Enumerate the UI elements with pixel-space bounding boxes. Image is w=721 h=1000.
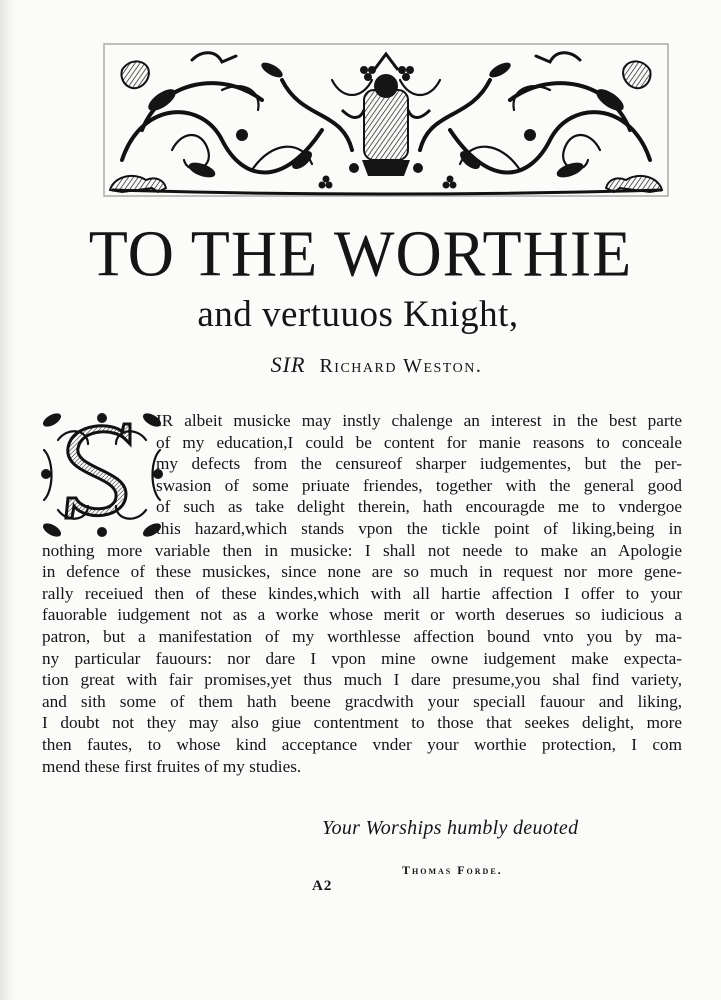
letter-line: fauorable iudgement not as a worke whose merit or worth deserues so iudicious a: [42, 605, 682, 625]
letter-line: patron, but a manifestation of my worthlesse affection bound vnto you by ma-: [42, 626, 682, 646]
letter-line: and sith some of them hath beene gracdwith your speciall fauour and liking,: [42, 691, 682, 711]
dedicatee-line: [0, 352, 721, 378]
letter-line: my defects from the censureof sharper iudgementes, but the per-: [156, 454, 682, 474]
letter-line: tion great with fair promises,yet thus much I dare presume,you shal find variety,: [42, 670, 682, 690]
letter-line: of such as take delight therein, hath encouragde me to vndergoe: [156, 497, 682, 517]
letter-line: in defence of these musickes, since none are so much in request nor more gene-: [42, 562, 682, 582]
letter-line: ny particular fauours: nor dare I vpon mine owne iudgement make expecta-: [42, 648, 682, 668]
letter-line: of my education,I could be content for manie reasons to conceale: [156, 432, 682, 452]
page-title: TO THE WORTHIE: [88, 217, 633, 290]
letter-line: nothing more variable then in musicke: I shall not neede to make an Apologie: [42, 540, 682, 560]
letter-line: this hazard,which stands vpon the tickle point of liking,being in: [156, 518, 682, 538]
signoff: Your Worships humbly deuoted: [322, 817, 579, 839]
dedicatee-prefix: SIR: [270, 352, 306, 377]
page-subtitle: and vertuuos Knight,: [197, 294, 519, 335]
letter-line: IR albeit musicke may instly chalenge an interest in the best parte: [156, 411, 682, 430]
dedication-letter: [42, 410, 682, 777]
ornamental-headpiece: [102, 40, 670, 200]
signature: Thomas Forde.: [402, 863, 503, 877]
letter-line: I doubt not they may also giue contentment to those that seekes delight, more: [42, 713, 682, 733]
dedicatee-name: Richard Weston.: [319, 355, 483, 377]
signature-mark: A2: [312, 878, 333, 894]
letter-line: then fautes, to whose kind acceptance vnder your worthie protection, I com: [42, 734, 682, 754]
letter-line: swasion of some priuate friendes, together with the general good: [156, 475, 682, 495]
letter-line: rally receiued then of these kindes,which with all hartie affection I offer to your: [42, 583, 682, 603]
letter-line: mend these first fruites of my studies.: [42, 756, 302, 776]
